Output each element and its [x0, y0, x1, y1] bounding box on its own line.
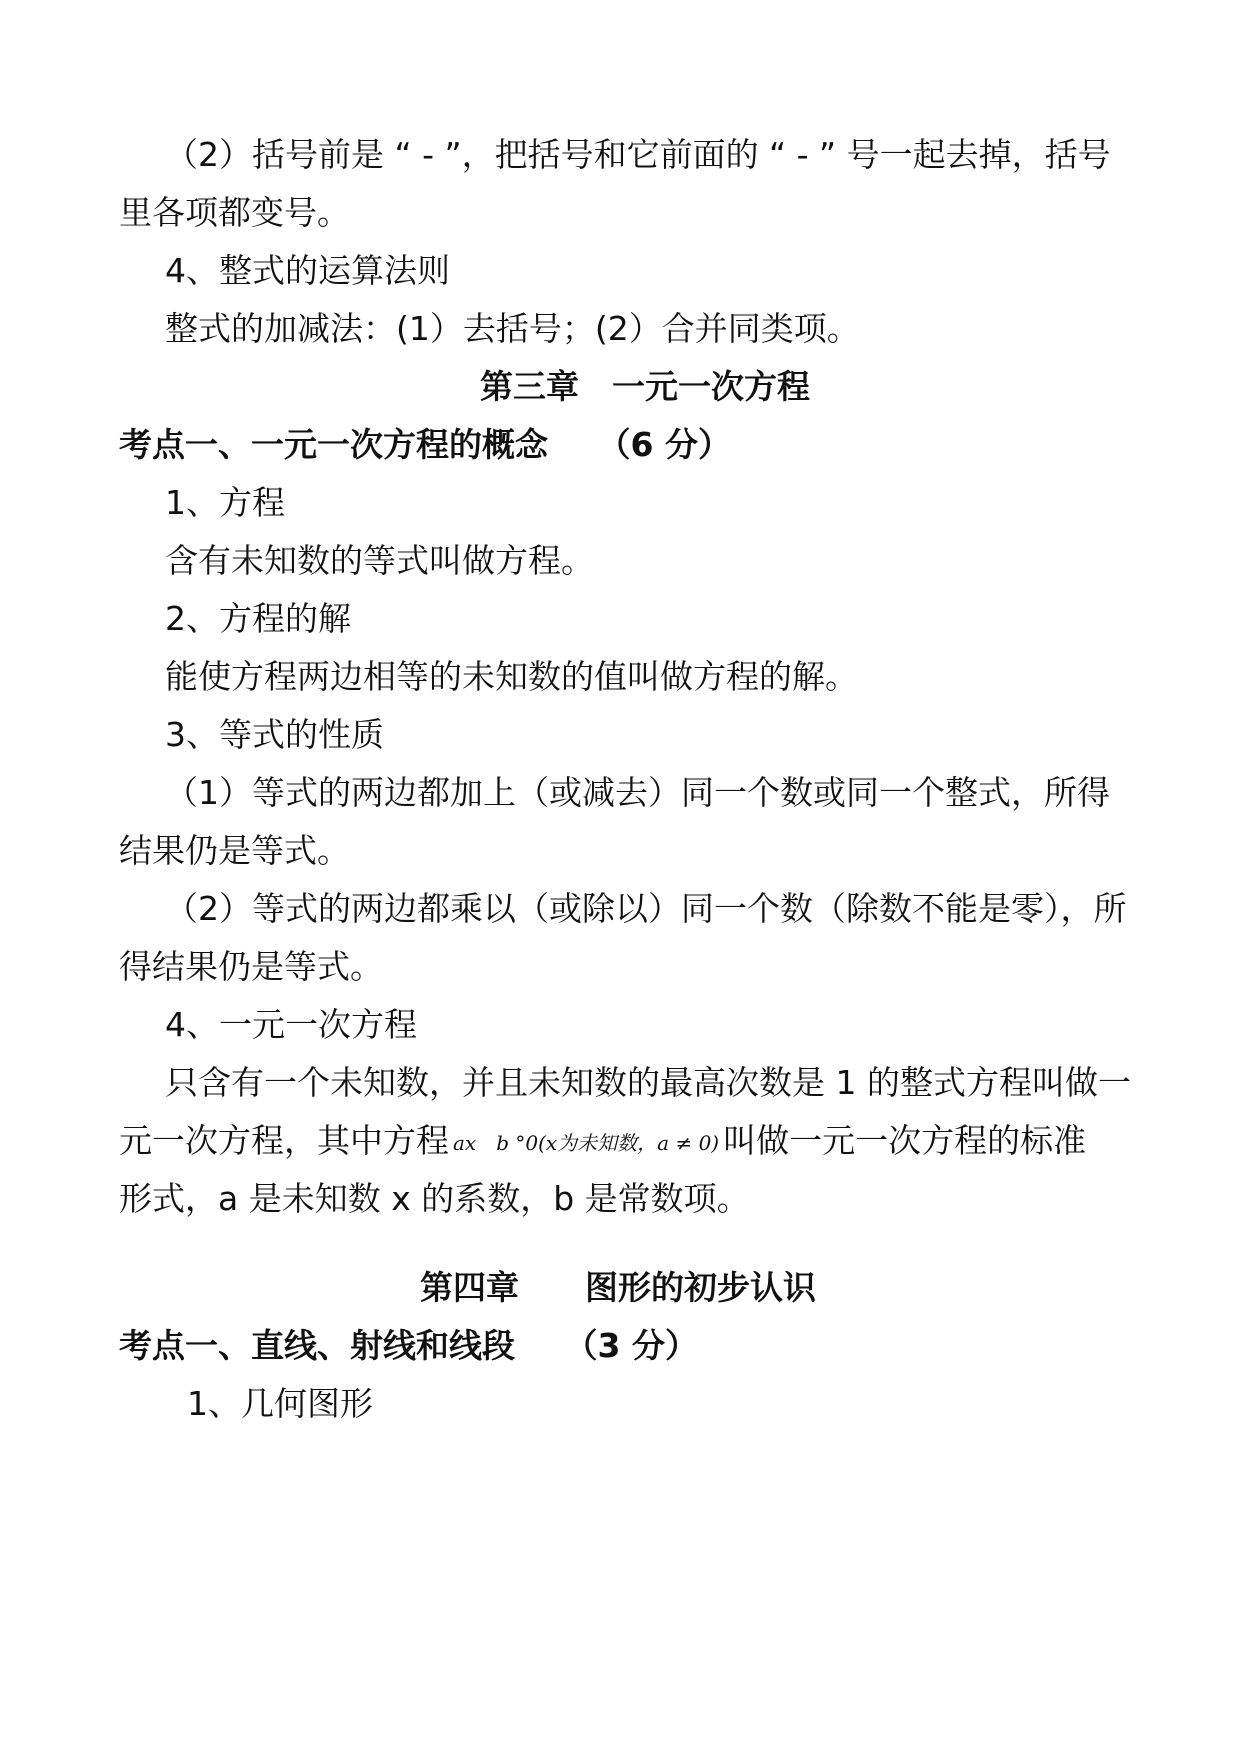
paragraph-line: （2）括号前是 “ - ”，把括号和它前面的 “ - ” 号一起去掉，括号 [165, 135, 1111, 174]
paragraph-text: 元一次方程，其中方程 [119, 1121, 449, 1160]
chapter-title: 第四章 图形的初步认识 [420, 1268, 816, 1307]
paragraph-line [119, 1121, 1086, 1163]
section-title: 考点一、直线、射线和线段 （3 分） [119, 1326, 698, 1365]
item-title: 3、等式的性质 [165, 715, 384, 754]
paragraph-line: 只含有一个未知数，并且未知数的最高次数是 1 的整式方程叫做一 [165, 1063, 1131, 1102]
paragraph-line: 能使方程两边相等的未知数的值叫做方程的解。 [165, 657, 858, 696]
item-title: 2、方程的解 [165, 599, 351, 638]
section-title: 考点一、一元一次方程的概念 （6 分） [119, 425, 731, 464]
paragraph-line: （1）等式的两边都加上（或减去）同一个数或同一个整式，所得 [165, 773, 1110, 812]
paragraph-line: 里各项都变号。 [119, 193, 350, 232]
paragraph-line: （2）等式的两边都乘以（或除以）同一个数（除数不能是零），所 [165, 889, 1127, 928]
paragraph-line: 含有未知数的等式叫做方程。 [165, 541, 594, 580]
paragraph-line: 形式，a 是未知数 x 的系数，b 是常数项。 [119, 1179, 750, 1218]
item-title: 1、方程 [165, 483, 285, 522]
item-title: 4、一元一次方程 [165, 1005, 417, 1044]
item-title: 4、整式的运算法则 [165, 251, 450, 290]
chapter-title: 第三章 一元一次方程 [480, 367, 810, 406]
paragraph-line: 整式的加减法：(1）去括号；(2）合并同类项。 [165, 309, 860, 348]
paragraph-text: 叫做一元一次方程的标准 [723, 1121, 1087, 1160]
paragraph-line: 得结果仍是等式。 [119, 947, 383, 986]
item-title: 1、几何图形 [187, 1384, 373, 1423]
equation-formula: ax b °0(x为未知数，a ≠ 0) [453, 1131, 720, 1155]
paragraph-line: 结果仍是等式。 [119, 831, 350, 870]
